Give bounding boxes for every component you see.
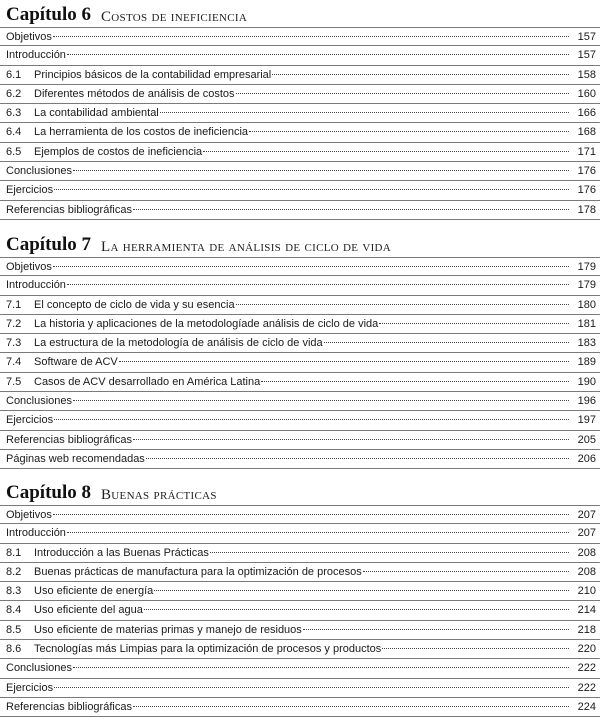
dot-leader (133, 706, 569, 707)
entry-title: La estructura de la metodología de análisis de ciclo de vida (34, 337, 323, 350)
dot-leader (67, 532, 569, 533)
page-number: 179 (577, 261, 596, 273)
entry-title: Uso eficiente de materias primas y manejo de residuos (34, 623, 302, 636)
page-number: 168 (577, 126, 596, 139)
chapter-heading (0, 230, 600, 256)
entry-title: Diferentes métodos de análisis de costos (34, 87, 235, 100)
toc-entry (0, 679, 600, 698)
toc-entry (0, 392, 600, 411)
entry-title: Introducción (6, 49, 66, 62)
section-number: 8.6 (6, 643, 22, 656)
page-number: 207 (577, 527, 596, 540)
toc-entry (0, 544, 600, 563)
section-number: 8.4 (6, 604, 22, 617)
entry-title: Páginas web recomendadas (6, 452, 145, 465)
entry-title: Introducción a las Buenas Prácticas (34, 546, 209, 559)
page-number: 189 (577, 356, 596, 369)
entry-title: Referencias bibliográficas (6, 433, 132, 446)
toc-entry (0, 582, 600, 601)
toc-entry (0, 46, 600, 65)
toc-entry (0, 450, 600, 469)
section-number: 7.3 (6, 337, 22, 350)
page-number: 171 (577, 145, 596, 158)
section-number: 8.5 (6, 623, 22, 636)
toc-entry (0, 601, 600, 620)
toc-list (0, 257, 600, 469)
dot-leader (73, 400, 569, 401)
section-number: 6.5 (6, 145, 22, 158)
entry-title: La contabilidad ambiental (34, 107, 159, 120)
dot-leader (53, 514, 569, 515)
toc-entry (0, 698, 600, 717)
page-number: 179 (577, 279, 596, 292)
page-number: 158 (577, 68, 596, 81)
entry-title: Casos de ACV desarrollado en América Latina (34, 375, 261, 388)
dot-leader (67, 284, 569, 285)
section-number: 7.5 (6, 375, 22, 388)
entry-title: Introducción (6, 527, 66, 540)
dot-leader (133, 209, 569, 210)
page-number: 210 (577, 585, 596, 598)
entry-title: Introducción (6, 279, 66, 292)
page-number: 208 (577, 546, 596, 559)
chapter-title: Costos de ineficiencia (101, 9, 248, 25)
dot-leader (236, 93, 569, 94)
chapter-label: Capítulo 6 (6, 4, 91, 25)
page-number: 181 (577, 317, 596, 330)
page-number: 180 (577, 298, 596, 311)
dot-leader (272, 74, 569, 75)
entry-title: Conclusiones (6, 165, 73, 178)
toc-entry (0, 181, 600, 200)
entry-title: Objetivos (6, 509, 52, 521)
dot-leader (67, 54, 569, 55)
section-number: 8.3 (6, 585, 22, 598)
toc-list (0, 27, 600, 220)
toc-entry (0, 85, 600, 104)
page-number: 157 (577, 49, 596, 62)
dot-leader (303, 629, 569, 630)
section-number: 6.3 (6, 107, 22, 120)
entry-title: Tecnologías más Limpias para la optimización de procesos y productos (34, 643, 382, 656)
page-number: 214 (577, 604, 596, 617)
chapter-6 (0, 0, 600, 220)
dot-leader (54, 687, 569, 688)
entry-title: Principios básicos de la contabilidad empresarial (34, 68, 272, 81)
page-number: 222 (577, 662, 596, 675)
chapter-heading (0, 0, 600, 26)
page-number: 196 (577, 395, 596, 408)
dot-leader (119, 361, 569, 362)
section-number: 7.4 (6, 356, 22, 369)
dot-leader (73, 667, 569, 668)
section-number: 6.1 (6, 68, 22, 81)
chapter-7 (0, 230, 600, 469)
toc-entry (0, 162, 600, 181)
dot-leader (379, 323, 569, 324)
dot-leader (160, 112, 569, 113)
page-number: 183 (577, 337, 596, 350)
dot-leader (210, 552, 569, 553)
entry-title: Conclusiones (6, 662, 73, 675)
toc-entry (0, 201, 600, 220)
entry-title: Ejercicios (6, 184, 54, 197)
toc-entry (0, 27, 600, 46)
toc-entry (0, 123, 600, 142)
entry-title: Referencias bibliográficas (6, 700, 132, 713)
dot-leader (146, 458, 569, 459)
entry-title: Ejemplos de costos de ineficiencia (34, 145, 203, 158)
toc-entry (0, 373, 600, 392)
entry-title: El concepto de ciclo de vida y su esencia (34, 298, 235, 311)
entry-title: Objetivos (6, 261, 52, 273)
toc-entry (0, 66, 600, 85)
entry-title: La herramienta de los costos de ineficiencia (34, 126, 249, 139)
dot-leader (261, 381, 569, 382)
page-number: 176 (577, 184, 596, 197)
toc-entry (0, 621, 600, 640)
entry-title: Conclusiones (6, 395, 73, 408)
dot-leader (54, 189, 569, 190)
toc-entry (0, 524, 600, 543)
dot-leader (54, 419, 569, 420)
toc-entry (0, 143, 600, 162)
section-number: 7.1 (6, 298, 22, 311)
toc-entry (0, 640, 600, 659)
chapter-title: Buenas prácticas (101, 487, 217, 503)
dot-leader (154, 590, 569, 591)
toc-list (0, 505, 600, 717)
page-number: 205 (577, 433, 596, 446)
entry-title: La historia y aplicaciones de la metodologíade análisis de ciclo de vida (34, 317, 379, 330)
toc-entry (0, 505, 600, 524)
chapter-label: Capítulo 8 (6, 482, 91, 503)
toc-entry (0, 659, 600, 678)
dot-leader (363, 571, 569, 572)
page-number: 218 (577, 623, 596, 636)
dot-leader (53, 266, 569, 267)
page-number: 222 (577, 681, 596, 694)
page-number: 220 (577, 643, 596, 656)
entry-title: Ejercicios (6, 681, 54, 694)
section-number: 6.4 (6, 126, 22, 139)
page-number: 197 (577, 414, 596, 427)
dot-leader (133, 439, 569, 440)
dot-leader (236, 304, 569, 305)
entry-title: Software de ACV (34, 356, 118, 369)
page-number: 190 (577, 375, 596, 388)
dot-leader (144, 609, 569, 610)
section-number: 8.2 (6, 565, 22, 578)
toc-entry (0, 296, 600, 315)
chapter-heading (0, 478, 600, 504)
entry-title: Buenas prácticas de manufactura para la optimización de procesos (34, 565, 362, 578)
entry-title: Uso eficiente del agua (34, 604, 143, 617)
entry-title: Referencias bibliográficas (6, 203, 132, 216)
entry-title: Uso eficiente de energía (34, 585, 154, 598)
dot-leader (53, 36, 569, 37)
dot-leader (203, 151, 569, 152)
toc-entry (0, 315, 600, 334)
dot-leader (249, 131, 569, 132)
page-number: 176 (577, 165, 596, 178)
page-number: 224 (577, 700, 596, 713)
chapter-8 (0, 478, 600, 717)
section-number: 6.2 (6, 87, 22, 100)
toc-entry (0, 104, 600, 123)
toc-entry (0, 411, 600, 430)
dot-leader (73, 170, 569, 171)
page-number: 208 (577, 565, 596, 578)
toc-entry (0, 334, 600, 353)
chapter-title: La herramienta de análisis de ciclo de vida (101, 239, 392, 255)
entry-title: Objetivos (6, 31, 52, 43)
page-number: 178 (577, 203, 596, 216)
toc-entry (0, 257, 600, 276)
toc-entry (0, 276, 600, 295)
section-number: 8.1 (6, 546, 22, 559)
chapter-label: Capítulo 7 (6, 234, 91, 255)
page-number: 206 (577, 452, 596, 465)
dot-leader (382, 648, 569, 649)
toc-entry (0, 353, 600, 372)
section-number: 7.2 (6, 317, 22, 330)
entry-title: Ejercicios (6, 414, 54, 427)
page-number: 157 (577, 31, 596, 43)
page-number: 160 (577, 87, 596, 100)
page-number: 166 (577, 107, 596, 120)
toc-entry (0, 563, 600, 582)
dot-leader (324, 342, 569, 343)
page-number: 207 (577, 509, 596, 521)
toc-entry (0, 431, 600, 450)
